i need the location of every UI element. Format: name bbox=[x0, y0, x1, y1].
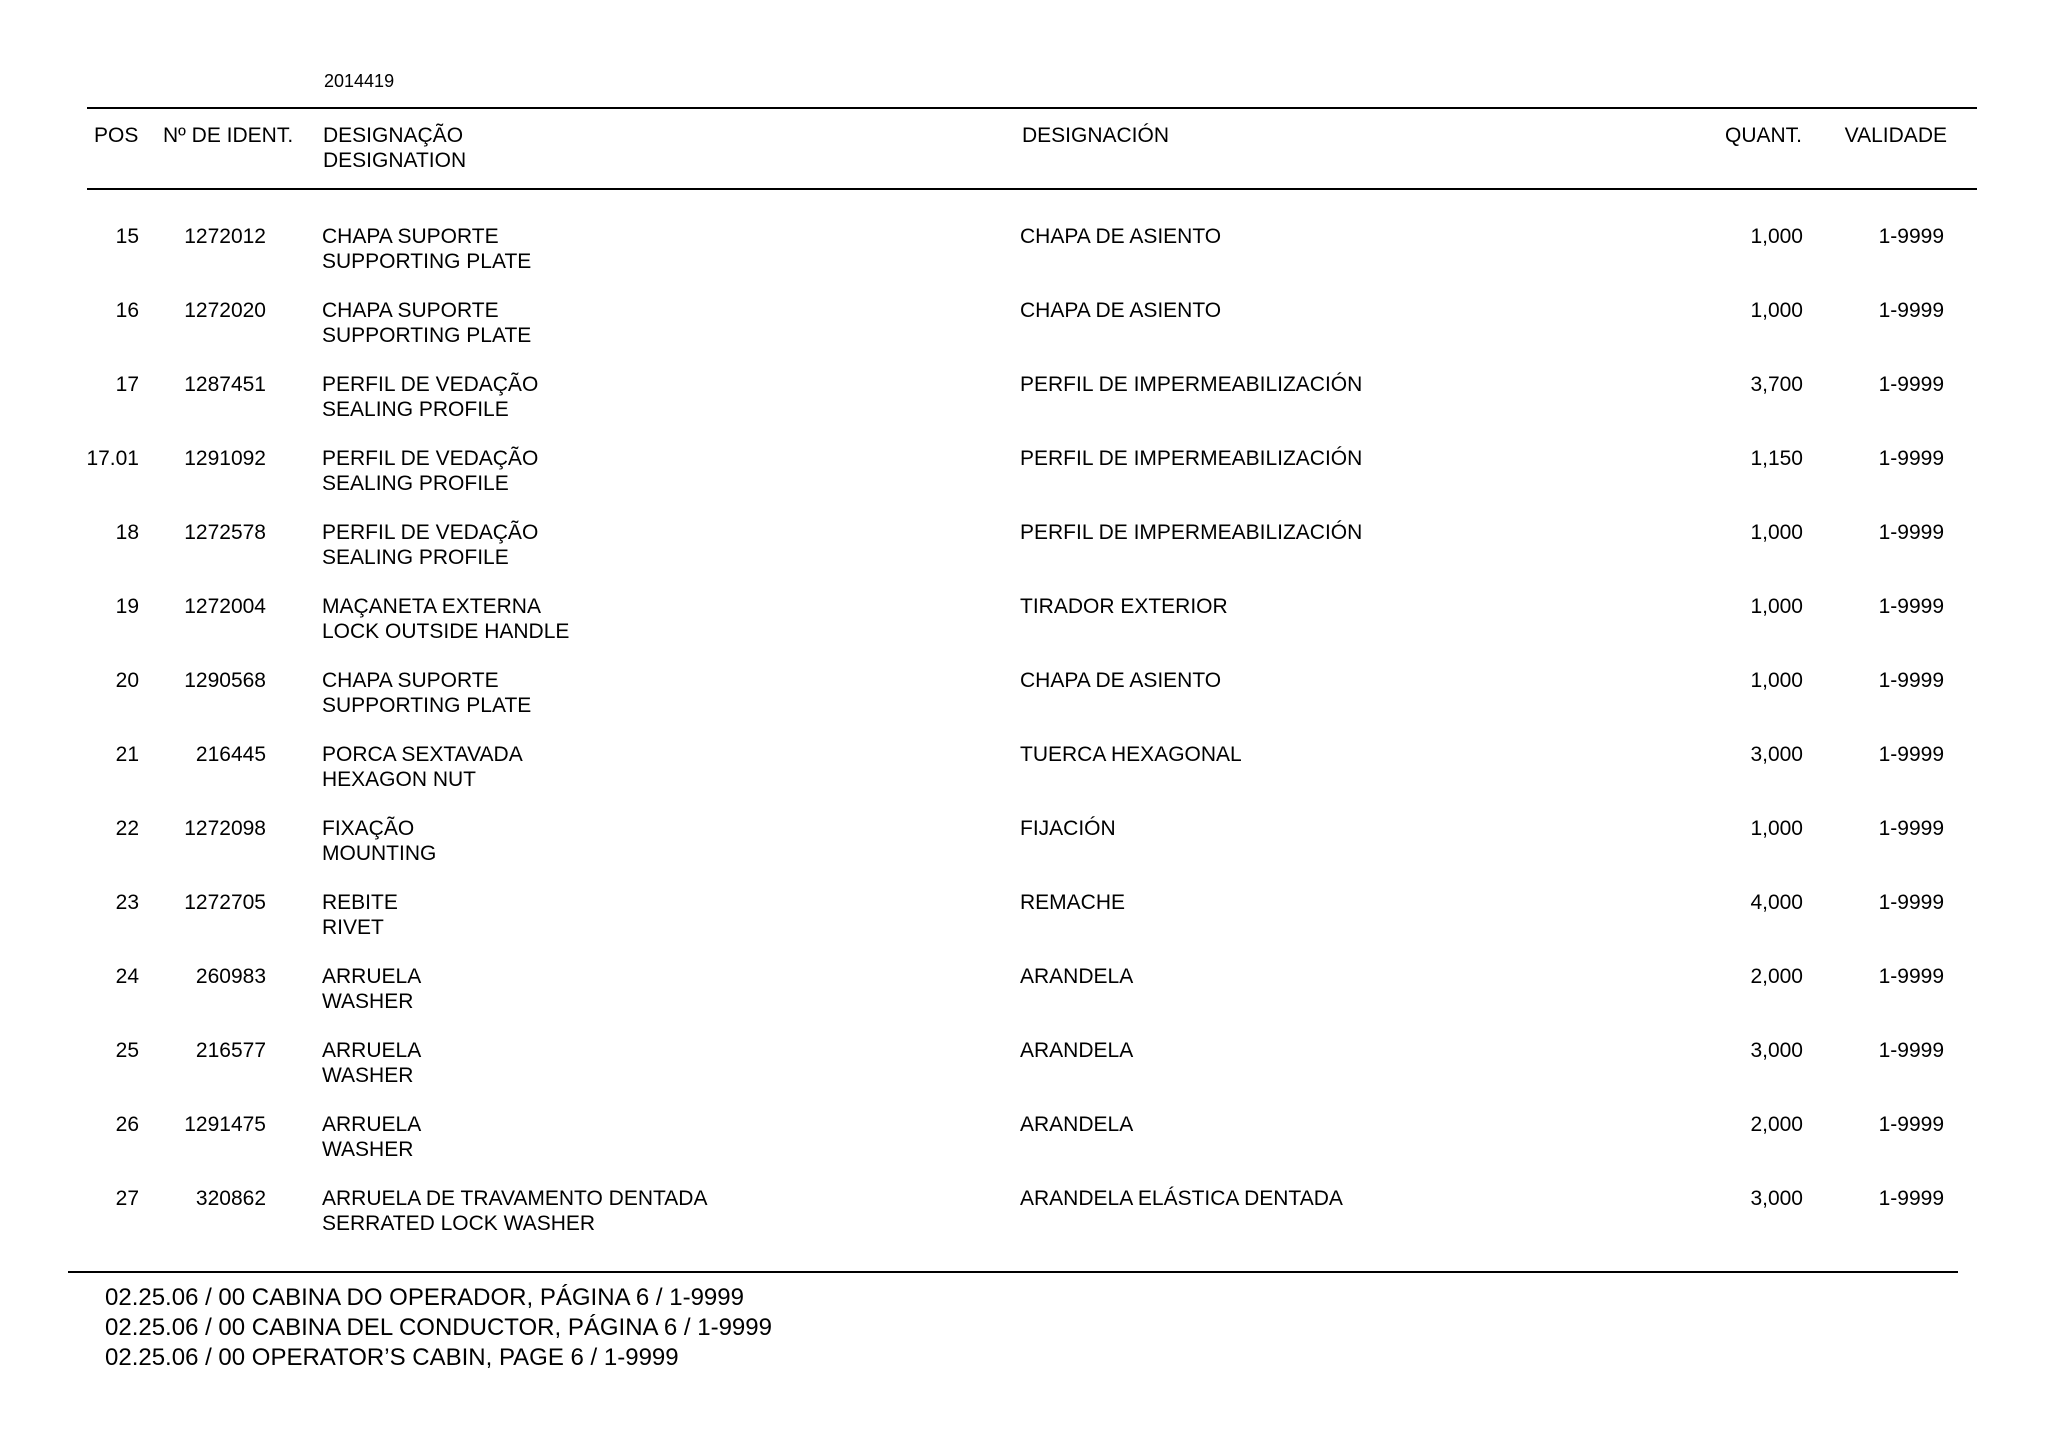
row-designation-pt: PERFIL DE VEDAÇÃO bbox=[322, 521, 539, 544]
row-validade: 1-9999 bbox=[1878, 521, 1944, 544]
row-designation-es: ARANDELA ELÁSTICA DENTADA bbox=[1020, 1187, 1343, 1210]
table-row bbox=[0, 1112, 2048, 1186]
row-designation-pt: ARRUELA bbox=[322, 965, 422, 988]
row-ident: 1291475 bbox=[184, 1113, 266, 1136]
page-footer bbox=[105, 1283, 772, 1373]
row-designation-es: ARANDELA bbox=[1020, 1039, 1134, 1062]
row-ident: 1290568 bbox=[184, 669, 266, 692]
row-quant: 3,000 bbox=[1750, 1039, 1803, 1062]
footer-line-es: 02.25.06 / 00 CABINA DEL CONDUCTOR, PÁGINA 6 / 1-9999 bbox=[105, 1314, 772, 1341]
top-divider bbox=[87, 107, 1977, 109]
row-validade: 1-9999 bbox=[1878, 225, 1944, 248]
row-designation-en: WASHER bbox=[322, 1064, 414, 1087]
row-designation-pt: PERFIL DE VEDAÇÃO bbox=[322, 447, 539, 470]
row-designation-en: SUPPORTING PLATE bbox=[322, 250, 532, 273]
row-designation-en: RIVET bbox=[322, 916, 384, 939]
row-quant: 1,000 bbox=[1750, 521, 1803, 544]
table-row bbox=[0, 1038, 2048, 1112]
row-pos: 26 bbox=[115, 1113, 139, 1136]
row-designation-es: ARANDELA bbox=[1020, 1113, 1134, 1136]
row-designation-es: REMACHE bbox=[1020, 891, 1126, 914]
row-quant: 1,000 bbox=[1750, 595, 1803, 618]
row-pos: 15 bbox=[115, 225, 139, 248]
row-validade: 1-9999 bbox=[1878, 669, 1944, 692]
row-pos: 20 bbox=[115, 669, 139, 692]
row-validade: 1-9999 bbox=[1878, 891, 1944, 914]
row-pos: 23 bbox=[115, 891, 139, 914]
row-pos: 17 bbox=[115, 373, 139, 396]
row-designation-pt: MAÇANETA EXTERNA bbox=[322, 595, 541, 618]
row-designation-en: SEALING PROFILE bbox=[322, 546, 509, 569]
row-designation-pt: ARRUELA bbox=[322, 1039, 422, 1062]
table-row bbox=[0, 594, 2048, 668]
row-designation-pt: ARRUELA bbox=[322, 1113, 422, 1136]
row-pos: 19 bbox=[115, 595, 139, 618]
row-validade: 1-9999 bbox=[1878, 1187, 1944, 1210]
row-pos: 21 bbox=[115, 743, 139, 766]
footer-line-en: 02.25.06 / 00 OPERATOR’S CABIN, PAGE 6 / 1-9999 bbox=[105, 1344, 679, 1371]
table-row bbox=[0, 964, 2048, 1038]
row-validade: 1-9999 bbox=[1878, 1039, 1944, 1062]
row-pos: 24 bbox=[115, 965, 139, 988]
row-ident: 1272578 bbox=[184, 521, 266, 544]
row-quant: 1,000 bbox=[1750, 299, 1803, 322]
row-designation bbox=[322, 668, 531, 718]
row-designation-en: SEALING PROFILE bbox=[322, 398, 509, 421]
row-pos: 25 bbox=[115, 1039, 139, 1062]
row-designation-es: ARANDELA bbox=[1020, 965, 1134, 988]
row-ident: 1287451 bbox=[184, 373, 266, 396]
row-designation bbox=[322, 520, 538, 570]
row-quant: 1,000 bbox=[1750, 817, 1803, 840]
row-designation-en: WASHER bbox=[322, 1138, 414, 1161]
row-designation-es: PERFIL DE IMPERMEABILIZACIÓN bbox=[1020, 373, 1363, 396]
row-designation-es: CHAPA DE ASIENTO bbox=[1020, 669, 1222, 692]
row-validade: 1-9999 bbox=[1878, 965, 1944, 988]
row-designation-en: LOCK OUTSIDE HANDLE bbox=[322, 620, 570, 643]
row-validade: 1-9999 bbox=[1878, 817, 1944, 840]
footer-line-pt: 02.25.06 / 00 CABINA DO OPERADOR, PÁGINA 6 / 1-9999 bbox=[105, 1284, 744, 1311]
row-ident: 320862 bbox=[195, 1187, 266, 1210]
row-designation bbox=[322, 1038, 421, 1088]
document-number: 2014419 bbox=[324, 71, 395, 91]
row-designation-pt: CHAPA SUPORTE bbox=[322, 669, 499, 692]
row-designation-en: SUPPORTING PLATE bbox=[322, 694, 532, 717]
row-designation-en: MOUNTING bbox=[322, 842, 437, 865]
row-designation bbox=[322, 742, 523, 792]
row-ident: 1272004 bbox=[184, 595, 266, 618]
table-row bbox=[0, 742, 2048, 816]
row-designation bbox=[322, 890, 398, 940]
table-row bbox=[0, 446, 2048, 520]
row-designation-en: WASHER bbox=[322, 990, 414, 1013]
row-designation bbox=[322, 964, 421, 1014]
row-quant: 1,150 bbox=[1750, 447, 1803, 470]
row-validade: 1-9999 bbox=[1878, 447, 1944, 470]
row-designation bbox=[322, 594, 569, 644]
row-quant: 1,000 bbox=[1750, 669, 1803, 692]
row-designation-es: CHAPA DE ASIENTO bbox=[1020, 225, 1222, 248]
header-validade: VALIDADE bbox=[1844, 124, 1947, 147]
row-designation-es: CHAPA DE ASIENTO bbox=[1020, 299, 1222, 322]
row-designation bbox=[322, 298, 531, 348]
row-designation-pt: PERFIL DE VEDAÇÃO bbox=[322, 373, 539, 396]
row-quant: 2,000 bbox=[1750, 965, 1803, 988]
row-pos: 27 bbox=[115, 1187, 139, 1210]
table-row bbox=[0, 298, 2048, 372]
row-pos: 16 bbox=[115, 299, 139, 322]
header-designation bbox=[323, 123, 466, 173]
row-designation-en: SERRATED LOCK WASHER bbox=[322, 1212, 596, 1235]
row-designation-en: SEALING PROFILE bbox=[322, 472, 509, 495]
row-quant: 3,000 bbox=[1750, 743, 1803, 766]
row-quant: 1,000 bbox=[1750, 225, 1803, 248]
row-ident: 216577 bbox=[195, 1039, 266, 1062]
row-quant: 3,000 bbox=[1750, 1187, 1803, 1210]
row-quant: 2,000 bbox=[1750, 1113, 1803, 1136]
footer-divider bbox=[68, 1271, 1958, 1273]
table-row bbox=[0, 224, 2048, 298]
row-designation-pt: PORCA SEXTAVADA bbox=[322, 743, 523, 766]
row-designation-pt: FIXAÇÃO bbox=[322, 817, 415, 840]
row-ident: 1272020 bbox=[184, 299, 266, 322]
table-row bbox=[0, 668, 2048, 742]
table-row bbox=[0, 372, 2048, 446]
table-row bbox=[0, 520, 2048, 594]
row-ident: 1272705 bbox=[184, 891, 266, 914]
row-validade: 1-9999 bbox=[1878, 299, 1944, 322]
row-ident: 1291092 bbox=[184, 447, 266, 470]
row-ident: 1272012 bbox=[184, 225, 266, 248]
row-designation-en: SUPPORTING PLATE bbox=[322, 324, 532, 347]
row-designation bbox=[322, 446, 538, 496]
row-designation-es: PERFIL DE IMPERMEABILIZACIÓN bbox=[1020, 521, 1363, 544]
row-designation-pt: REBITE bbox=[322, 891, 398, 914]
header-designacion: DESIGNACIÓN bbox=[1022, 124, 1170, 147]
row-designation-pt: CHAPA SUPORTE bbox=[322, 225, 499, 248]
row-designation bbox=[322, 224, 531, 274]
row-ident: 216445 bbox=[195, 743, 266, 766]
row-pos: 22 bbox=[115, 817, 139, 840]
table-row bbox=[0, 816, 2048, 890]
row-designation bbox=[322, 1112, 421, 1162]
row-validade: 1-9999 bbox=[1878, 595, 1944, 618]
header-divider bbox=[87, 188, 1977, 190]
header-quant: QUANT. bbox=[1724, 124, 1802, 147]
row-validade: 1-9999 bbox=[1878, 373, 1944, 396]
row-designation bbox=[322, 372, 538, 422]
row-designation-es: PERFIL DE IMPERMEABILIZACIÓN bbox=[1020, 447, 1363, 470]
header-ident: Nº DE IDENT. bbox=[163, 124, 294, 147]
row-designation bbox=[322, 816, 436, 866]
row-designation-es: FIJACIÓN bbox=[1020, 817, 1116, 840]
row-ident: 260983 bbox=[195, 965, 266, 988]
header-designacao: DESIGNAÇÃO bbox=[323, 124, 464, 147]
row-pos: 17.01 bbox=[86, 447, 139, 470]
row-ident: 1272098 bbox=[184, 817, 266, 840]
row-validade: 1-9999 bbox=[1878, 1113, 1944, 1136]
row-designation-es: TIRADOR EXTERIOR bbox=[1020, 595, 1228, 618]
header-pos: POS bbox=[94, 124, 139, 147]
row-designation-es: TUERCA HEXAGONAL bbox=[1020, 743, 1242, 766]
row-pos: 18 bbox=[115, 521, 139, 544]
row-designation bbox=[322, 1186, 707, 1236]
row-quant: 4,000 bbox=[1750, 891, 1803, 914]
row-validade: 1-9999 bbox=[1878, 743, 1944, 766]
row-designation-pt: CHAPA SUPORTE bbox=[322, 299, 499, 322]
row-designation-en: HEXAGON NUT bbox=[322, 768, 477, 791]
table-row bbox=[0, 890, 2048, 964]
row-quant: 3,700 bbox=[1750, 373, 1803, 396]
table-row bbox=[0, 1186, 2048, 1260]
row-designation-pt: ARRUELA DE TRAVAMENTO DENTADA bbox=[322, 1187, 708, 1210]
header-designation-en: DESIGNATION bbox=[323, 149, 467, 172]
